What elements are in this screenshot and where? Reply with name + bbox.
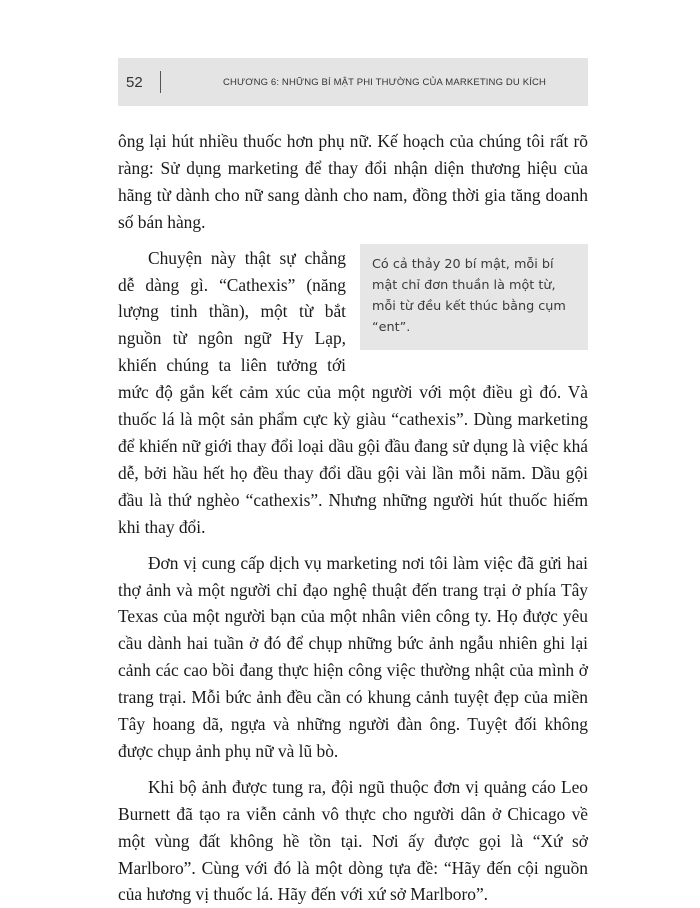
callout-text: Có cả thảy 20 bí mật, mỗi bí mật chỉ đơn thuần là một từ, mỗi từ đều kết thúc bằng cụm “ent”. <box>372 256 566 335</box>
callout-box <box>360 244 588 350</box>
paragraph-2: Chuyện này thật sự chẳng dễ dàng gì. “Cathexis” (năng lượng tinh thần), một từ bắt nguồn từ ngôn ngữ Hy Lạp, khiến chúng ta liên tưởng tới mức độ gắn kết cảm xúc của một người với một điều gì đó. Và thuốc lá là một sản phẩm cực kỳ giàu “cathexis”. Dùng marketing để khiến nữ giới thay đổi loại dầu gội đầu đang sử dụng là việc khá dễ, bởi hầu hết họ đều thay đổi dầu gội vài lần mỗi năm. Dầu gội đầu là thứ nghèo “cathexis”. Nhưng những người hút thuốc hiếm khi thay đổi. <box>118 247 588 537</box>
paragraph-1: ông lại hút nhiều thuốc hơn phụ nữ. Kế hoạch của chúng tôi rất rõ ràng: Sử dụng marketing để thay đổi nhận diện thương hiệu của hãng từ dành cho nữ sang dành cho nam, đồng thời gia tăng doanh số bán hàng. <box>118 131 588 232</box>
chapter-title: CHƯƠNG 6: NHỮNG BÍ MẬT PHI THƯỜNG CỦA MARKETING DU KÍCH <box>223 76 547 88</box>
paragraph-4: Khi bộ ảnh được tung ra, đội ngũ thuộc đơn vị quảng cáo Leo Burnett đã tạo ra viễn cảnh vô thực cho người dân ở Chicago về một vùng đất không hề tồn tại. Nơi ấy được gọi là “Xứ sở Marlboro”. Cùng với đó là một dòng tựa đề: “Hãy đến cội nguồn của hương vị thuốc lá. Hãy đến với xứ sở Marlboro”. <box>118 776 588 905</box>
running-header <box>118 58 588 106</box>
paragraph-3: Đơn vị cung cấp dịch vụ marketing nơi tôi làm việc đã gửi hai thợ ảnh và một người chỉ đạo nghệ thuật đến trang trại ở phía Tây Texas của một người bạn của một nhân viên công ty. Họ được yêu cầu dành hai tuần ở đó để chụp những bức ảnh ngẫu nhiên ghi lại cảnh các cao bồi đang thực hiện công việc thường nhật của mình ở trang trại. Mỗi bức ảnh đều cần có khung cảnh tuyệt đẹp của miền Tây hoang dã, ngựa và những người đàn ông. Tuyệt đối không được chụp ảnh phụ nữ và lũ bò. <box>118 552 588 761</box>
header-divider <box>160 71 161 93</box>
page-number: 52 <box>126 73 143 91</box>
body-text <box>118 128 588 908</box>
